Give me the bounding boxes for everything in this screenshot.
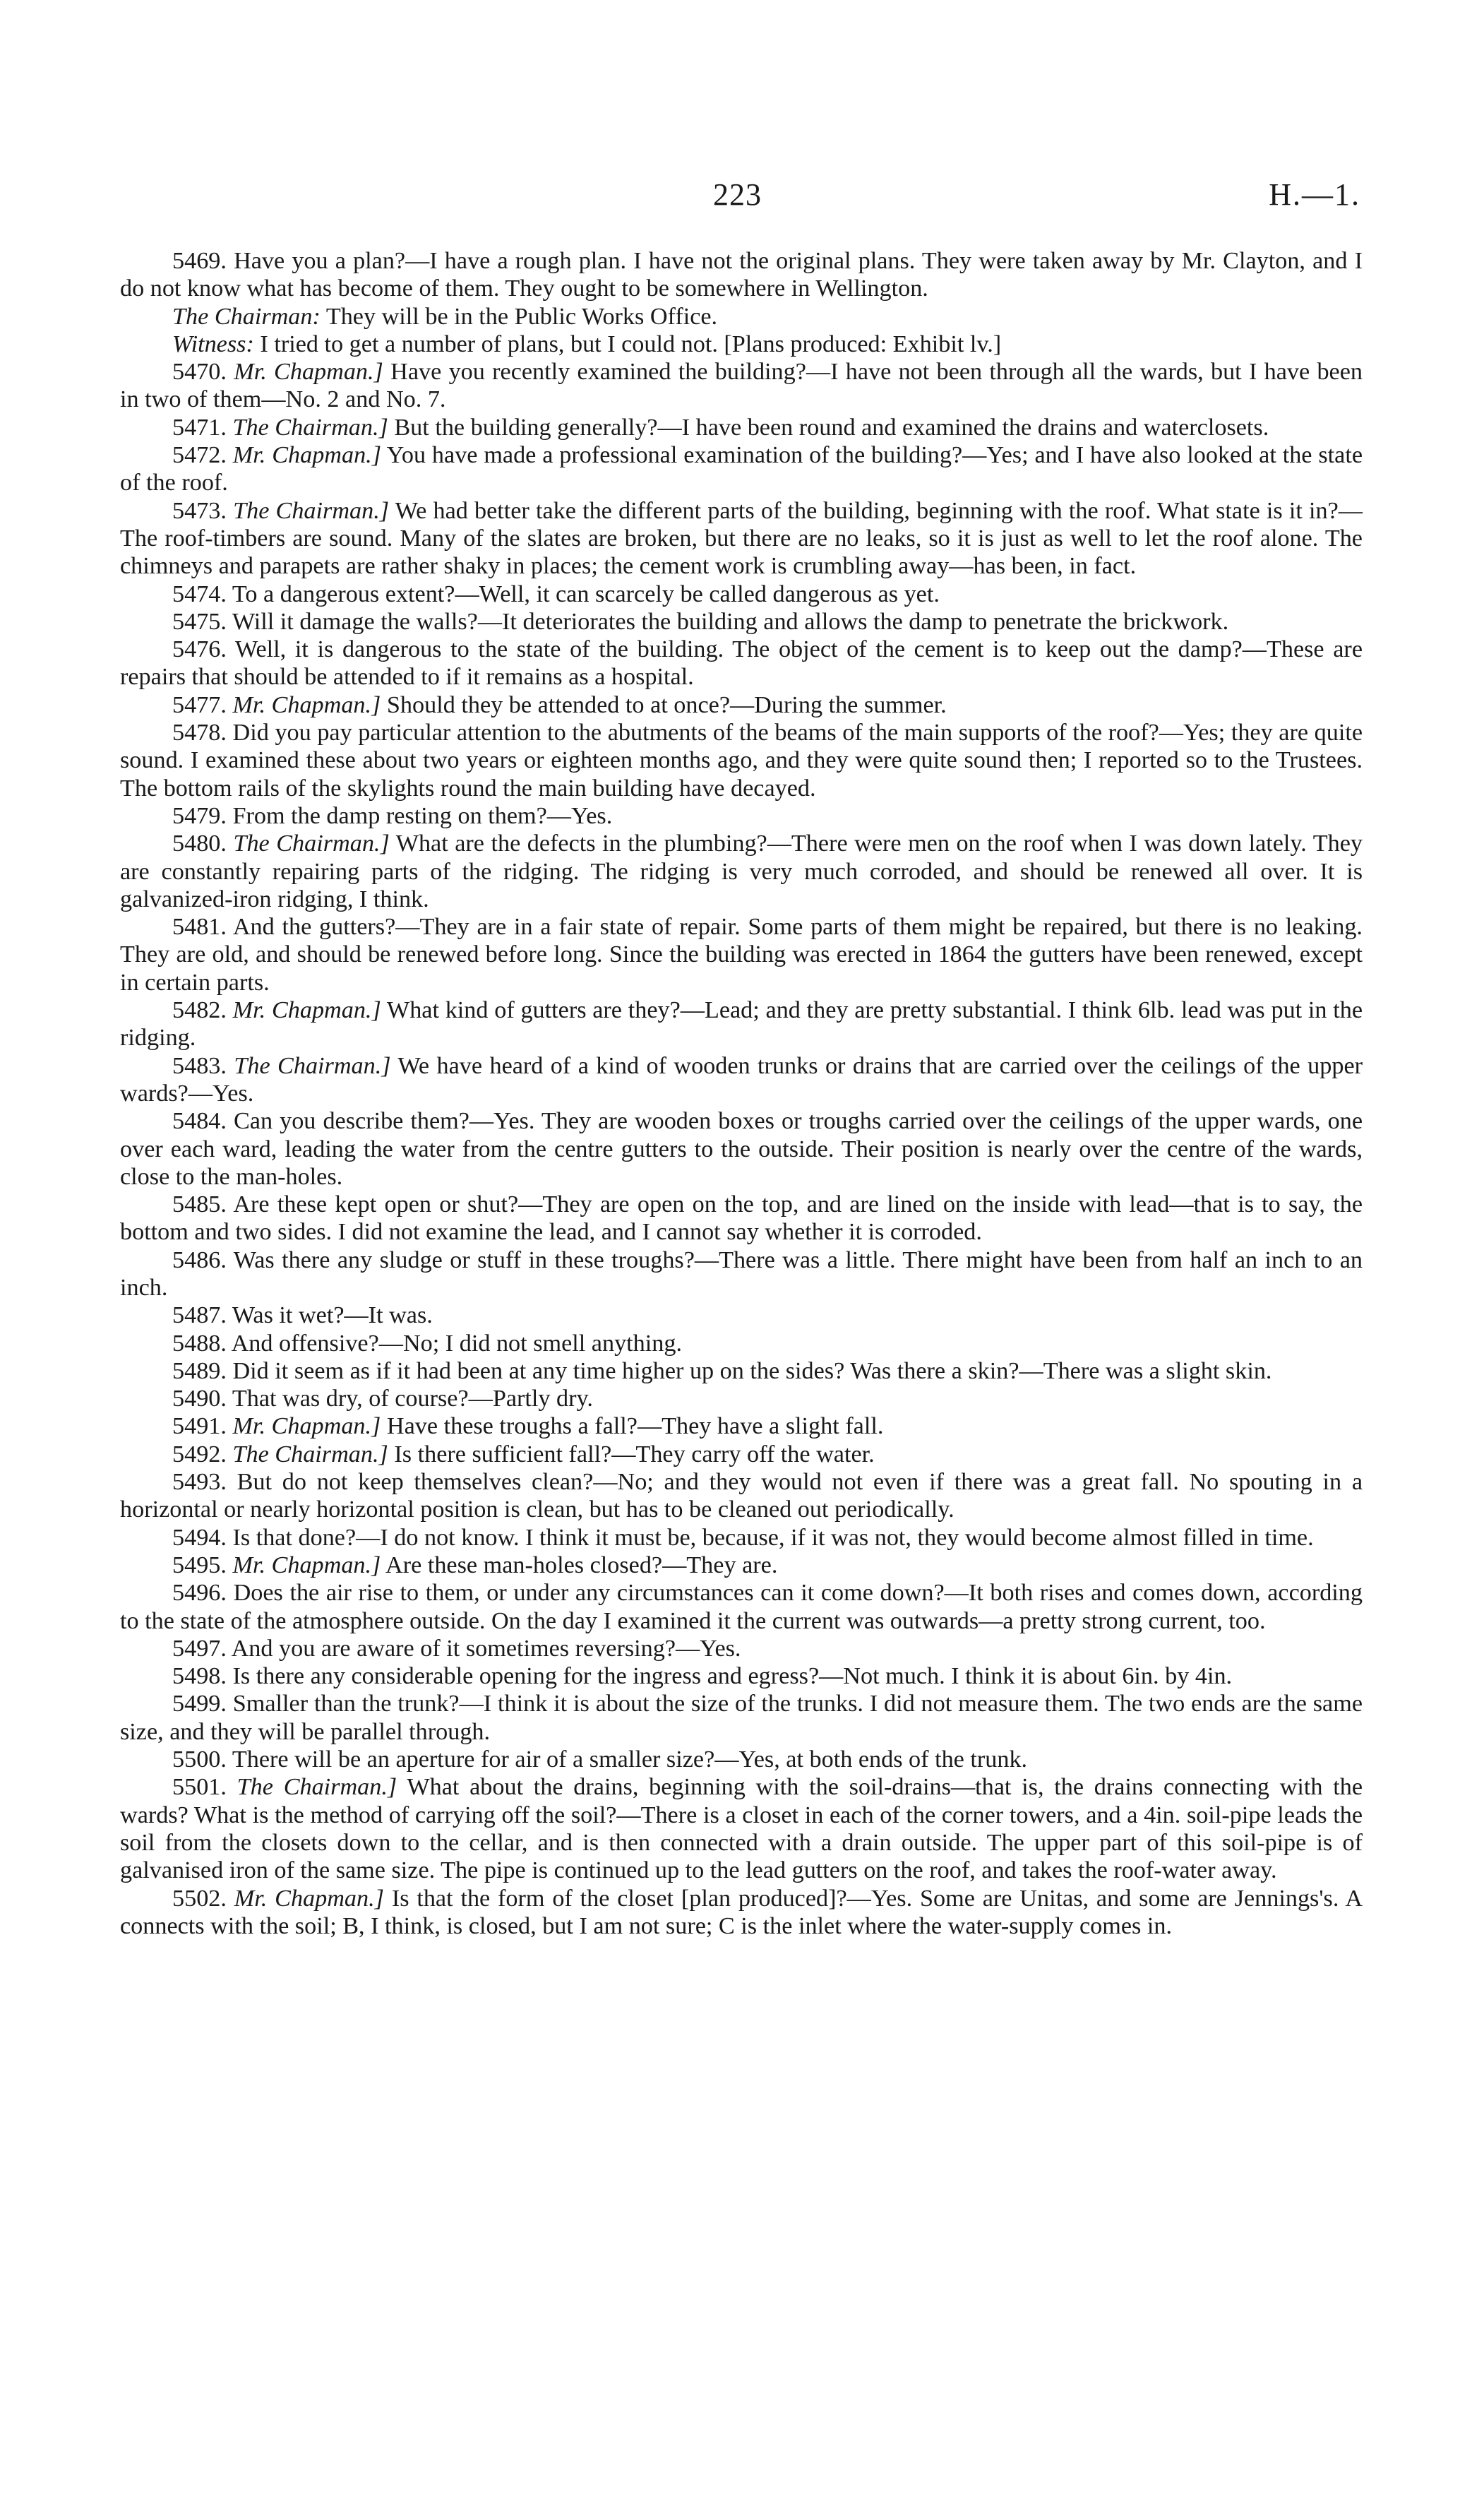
testimony-text: There will be an aperture for air of a smaller size?—Yes, at both ends of the trunk. <box>232 1746 1028 1773</box>
testimony-paragraph <box>120 1773 1363 1884</box>
testimony-text: Are these man-holes closed?—They are. <box>385 1552 778 1578</box>
testimony-text: Should they be attended to at once?—During the summer. <box>386 691 947 718</box>
testimony-text: Will it damage the walls?—It deteriorates the building and allows the damp to penetrate the brickwork. <box>232 608 1229 635</box>
testimony-text: From the damp resting on them?—Yes. <box>232 802 613 829</box>
question-number: 5499. <box>172 1691 227 1717</box>
testimony-paragraph <box>120 1468 1363 1524</box>
question-number: 5487. <box>172 1302 227 1329</box>
testimony-paragraph <box>120 1330 1363 1357</box>
speaker-label: Mr. Chapman.] <box>232 691 381 718</box>
question-number: 5502. <box>172 1885 227 1912</box>
testimony-text: What kind of gutters are they?—Lead; and they are pretty substantial. I think 6lb. lead was put in the ridging. <box>120 997 1363 1052</box>
question-number: 5480. <box>172 830 227 857</box>
testimony-paragraph <box>120 996 1363 1052</box>
testimony-paragraph <box>120 330 1363 358</box>
testimony-text: You have made a professional examination of the building?—Yes; and I have also looked at the state of the roof. <box>120 442 1363 496</box>
question-number: 5471. <box>172 414 227 441</box>
testimony-paragraph <box>120 1302 1363 1329</box>
testimony-text: And offensive?—No; I did not smell anything. <box>231 1330 682 1357</box>
testimony-paragraph <box>120 636 1363 691</box>
question-number: 5496. <box>172 1580 227 1607</box>
speaker-label: Mr. Chapman.] <box>232 1552 381 1578</box>
testimony-text: But the building generally?—I have been round and examined the drains and waterclosets. <box>394 414 1269 441</box>
speaker-label: Mr. Chapman.] <box>232 997 381 1024</box>
testimony-paragraph <box>120 913 1363 996</box>
testimony-paragraph <box>120 691 1363 719</box>
testimony-body <box>120 247 1363 1940</box>
speaker-label: The Chairman.] <box>233 830 390 857</box>
question-number: 5489. <box>172 1357 227 1384</box>
testimony-paragraph <box>120 830 1363 913</box>
testimony-text: Was there any sludge or stuff in these troughs?—There was a little. There might have been from half an inch to an inch. <box>120 1246 1363 1301</box>
question-number: 5472. <box>172 442 227 469</box>
testimony-text: Is that done?—I do not know. I think it must be, because, if it was not, they would become almost filled in time. <box>232 1524 1314 1551</box>
testimony-paragraph <box>120 358 1363 414</box>
question-number: 5479. <box>172 802 227 829</box>
question-number: 5485. <box>172 1191 227 1218</box>
testimony-paragraph <box>120 1579 1363 1635</box>
question-number: 5494. <box>172 1524 227 1551</box>
question-number: 5493. <box>172 1469 227 1496</box>
speaker-label: Mr. Chapman.] <box>234 1885 384 1912</box>
testimony-text: Did you pay particular attention to the abutments of the beams of the main supports of the roof?—Yes; they are quite sound. I examined these about two years or eighteen months ago, and they were quite sound then; I reported so to the Trustees. The bottom rails of the skylights round the main building have decayed. <box>120 720 1363 802</box>
testimony-text: What are the defects in the plumbing?—There were men on the roof when I was down lately. They are constantly repairing parts of the ridging. The ridging is very much corroded, and should be renewed all over. It is galvanized-iron ridging, I think. <box>120 830 1363 912</box>
testimony-paragraph <box>120 1662 1363 1690</box>
testimony-paragraph <box>120 1690 1363 1746</box>
testimony-text: They will be in the Public Works Office. <box>325 303 718 330</box>
question-number: 5500. <box>172 1746 227 1773</box>
testimony-paragraph <box>120 1635 1363 1662</box>
testimony-paragraph <box>120 608 1363 636</box>
testimony-paragraph <box>120 1552 1363 1579</box>
testimony-text: And you are aware of it sometimes reversing?—Yes. <box>231 1635 741 1662</box>
question-number: 5488. <box>172 1330 227 1357</box>
testimony-paragraph <box>120 1191 1363 1246</box>
testimony-paragraph <box>120 303 1363 330</box>
testimony-paragraph <box>120 1412 1363 1440</box>
question-number: 5484. <box>172 1108 227 1135</box>
testimony-text: I tried to get a number of plans, but I could not. [Plans produced: Exhibit lv.] <box>260 330 1002 357</box>
speaker-label: Mr. Chapman.] <box>232 442 382 469</box>
page-number: 223 <box>713 177 762 212</box>
testimony-text: Have you a plan?—I have a rough plan. I have not the original plans. They were taken away by Mr. Clayton, and I do not know what has become of them. They ought to be somewhere in Wellington. <box>120 248 1363 302</box>
testimony-paragraph <box>120 1052 1363 1108</box>
question-number: 5490. <box>172 1386 227 1412</box>
question-number: 5491. <box>172 1413 227 1440</box>
testimony-text: Have you recently examined the building?—I have not been through all the wards, but I have been in two of them—No. 2 and No. 7. <box>120 359 1363 413</box>
speaker-label: The Chairman.] <box>234 1052 391 1079</box>
question-number: 5474. <box>172 580 227 607</box>
series-code: H.—1. <box>1269 177 1360 212</box>
testimony-text: We had better take the different parts of the building, beginning with the roof. What state is it in?—The roof-timbers are sound. Many of the slates are broken, but there are no leaks, so it is just as well to let the roof alone. The chimneys and parapets are rather shaky in places; the cement work is crumbling away—has been, in fact. <box>120 497 1363 580</box>
testimony-text: What about the drains, beginning with the soil-drains—that is, the drains connecting with the wards? What is the method of carrying off the soil?—There is a closet in each of the corner towers, and a 4in. soil-pipe leads the soil from the closets down to the cellar, and is then connected with a drain outside. The upper part of this soil-pipe is of galvanised iron of the same size. The pipe is continued up to the lead gutters on the roof, and takes the roof-water away. <box>120 1774 1363 1884</box>
question-number: 5497. <box>172 1635 227 1662</box>
testimony-text: Smaller than the trunk?—I think it is about the size of the trunks. I did not measure them. The two ends are the same size, and they will be parallel through. <box>120 1691 1363 1745</box>
speaker-label: Witness: <box>172 330 254 357</box>
testimony-text: We have heard of a kind of wooden trunks or drains that are carried over the ceilings of the upper wards?—Yes. <box>120 1052 1363 1107</box>
testimony-text: And the gutters?—They are in a fair state of repair. Some parts of them might be repaired, but there is no leaking. They are old, and should be renewed before long. Since the building was erected in 1864 the gutters have been renewed, except in certain parts. <box>120 914 1363 996</box>
question-number: 5483. <box>172 1052 227 1079</box>
testimony-paragraph <box>120 1885 1363 1941</box>
question-number: 5492. <box>172 1441 227 1467</box>
question-number: 5477. <box>172 691 227 718</box>
testimony-text: Is there any considerable opening for the ingress and egress?—Not much. I think it is about 6in. by 4in. <box>232 1663 1233 1690</box>
speaker-label: Mr. Chapman.] <box>234 359 383 386</box>
question-number: 5478. <box>172 720 227 746</box>
speaker-label: The Chairman: <box>172 303 321 330</box>
question-number: 5473. <box>172 497 227 524</box>
testimony-text: Is that the form of the closet [plan produced]?—Yes. Some are Unitas, and some are Jennings's. A connects with the soil; B, I think, is closed, but I am not sure; C is the inlet where the water-supply comes in. <box>120 1885 1363 1939</box>
testimony-paragraph <box>120 1246 1363 1302</box>
question-number: 5486. <box>172 1246 227 1273</box>
testimony-paragraph <box>120 1357 1363 1385</box>
testimony-text: Can you describe them?—Yes. They are wooden boxes or troughs carried over the ceilings of the upper wards, one over each ward, leading the water from the centre gutters to the outside. Their position is nearly over the centre of the wards, close to the man-holes. <box>120 1108 1363 1190</box>
testimony-text: Was it wet?—It was. <box>232 1302 433 1329</box>
testimony-paragraph <box>120 441 1363 497</box>
question-number: 5469. <box>172 248 227 274</box>
testimony-paragraph <box>120 1441 1363 1468</box>
testimony-text: Are these kept open or shut?—They are open on the top, and are lined on the inside with lead—that is to say, the bottom and two sides. I did not examine the lead, and I cannot say whether it is corroded. <box>120 1191 1363 1246</box>
testimony-paragraph <box>120 1746 1363 1773</box>
testimony-paragraph <box>120 802 1363 830</box>
testimony-paragraph <box>120 414 1363 441</box>
question-number: 5501. <box>172 1774 227 1801</box>
testimony-text: That was dry, of course?—Partly dry. <box>232 1386 593 1412</box>
speaker-label: The Chairman.] <box>232 1441 388 1467</box>
speaker-label: The Chairman.] <box>232 414 388 441</box>
speaker-label: The Chairman.] <box>233 497 390 524</box>
testimony-text: Did it seem as if it had been at any time higher up on the sides? Was there a skin?—There was a slight skin. <box>232 1357 1272 1384</box>
question-number: 5481. <box>172 914 227 941</box>
question-number: 5498. <box>172 1663 227 1690</box>
question-number: 5476. <box>172 636 227 663</box>
testimony-text: Is there sufficient fall?—They carry off the water. <box>394 1441 875 1467</box>
testimony-text: Well, it is dangerous to the state of the building. The object of the cement is to keep out the damp?—These are repairs that should be attended to if it remains as a hospital. <box>120 636 1363 691</box>
speaker-label: Mr. Chapman.] <box>232 1413 381 1440</box>
question-number: 5495. <box>172 1552 227 1578</box>
question-number: 5482. <box>172 997 227 1024</box>
speaker-label: The Chairman.] <box>237 1774 397 1801</box>
page-header <box>0 177 1484 219</box>
testimony-paragraph <box>120 580 1363 608</box>
testimony-paragraph <box>120 1385 1363 1412</box>
testimony-paragraph <box>120 247 1363 303</box>
testimony-text: But do not keep themselves clean?—No; and they would not even if there was a great fall. No spouting in a horizontal or nearly horizontal position is clean, but has to be cleaned out periodically. <box>120 1469 1363 1523</box>
question-number: 5470. <box>172 359 227 386</box>
testimony-text: To a dangerous extent?—Well, it can scarcely be called dangerous as yet. <box>232 580 940 607</box>
testimony-text: Does the air rise to them, or under any circumstances can it come down?—It both rises and comes down, according to the state of the atmosphere outside. On the day I examined it the current was outwards—a pretty strong current, too. <box>120 1580 1363 1634</box>
testimony-text: Have these troughs a fall?—They have a slight fall. <box>386 1413 884 1440</box>
testimony-paragraph <box>120 1107 1363 1191</box>
testimony-paragraph <box>120 719 1363 802</box>
testimony-paragraph <box>120 1524 1363 1552</box>
testimony-paragraph <box>120 497 1363 580</box>
question-number: 5475. <box>172 608 227 635</box>
